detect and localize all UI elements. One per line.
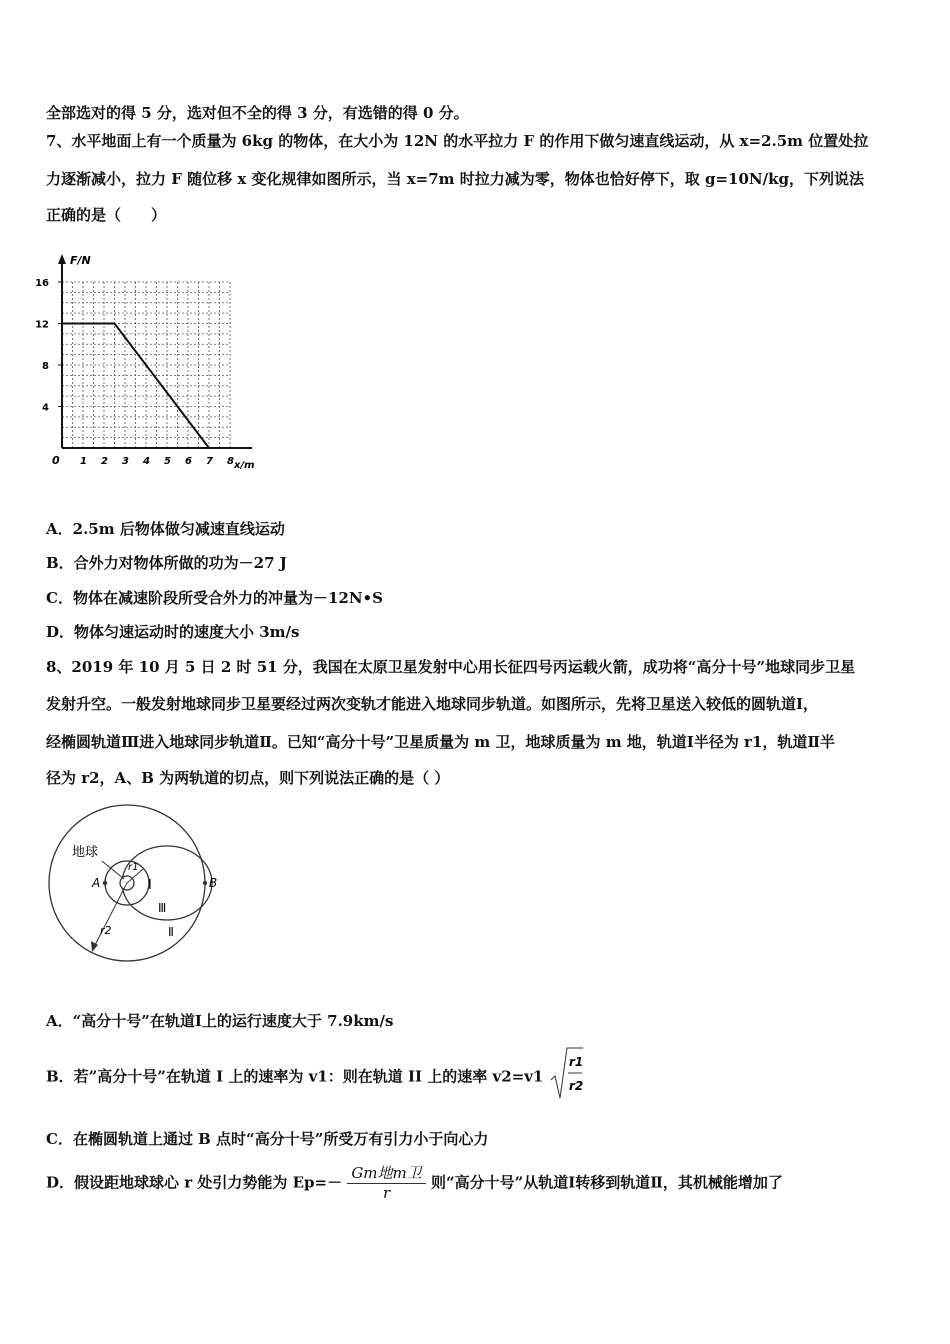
orbit-i-label: Ⅰ — [148, 878, 152, 893]
y-axis-arrow — [58, 254, 66, 264]
x-axis-label: x/m — [234, 460, 255, 471]
x-tick-label: 5 — [164, 456, 171, 467]
q8-option-b — [46, 1046, 583, 1106]
x-tick-label: 6 — [185, 456, 192, 467]
potential-energy-fraction — [347, 1162, 425, 1202]
x-tick-label: 7 — [206, 456, 213, 467]
sqrt-denominator: r2 — [568, 1079, 583, 1093]
q8-line-2: 发射升空。一般发射地球同步卫星要经过两次变轨才能进入地球同步轨道。如图所示，先将卫星送入较低的圆轨道Ⅰ， — [46, 695, 819, 713]
x-tick-label: 4 — [143, 456, 150, 467]
orbit-iii-label: Ⅲ — [158, 901, 167, 915]
q8-line-1: 8、2019 年 10 月 5 日 2 时 51 分，我国在太原卫星发射中心用长征四号丙运载火箭，成功将“高分十号”地球同步卫星 — [46, 658, 856, 676]
earth-label: 地球 — [72, 845, 99, 860]
q8-line-3: 经椭圆轨道Ⅲ进入地球同步轨道Ⅱ。已知“高分十号”卫星质量为 m 卫，地球质量为 m 地，轨道Ⅰ半径为 r1，轨道Ⅱ半 — [46, 733, 836, 751]
orbit-diagram — [44, 806, 244, 968]
q7-line-1: 7、水平地面上有一个质量为 6kg 的物体，在大小为 12N 的水平拉力 F 的作用下做匀速直线运动，从 x=2.5m 位置处拉 — [46, 132, 869, 150]
x-tick-label: 8 — [227, 456, 234, 467]
q8-option-d-post: 则“高分十号”从轨道Ⅰ转移到轨道Ⅱ，其机械能增加了 — [430, 1173, 783, 1192]
q7-line-2: 力逐渐减小，拉力 F 随位移 x 变化规律如图所示，当 x=7m 时拉力减为零，物体也恰好停下，取 g=10N/kg，下列说法 — [46, 170, 864, 188]
scoring-note: 全部选对的得 5 分，选对但不全的得 3 分，有选错的得 0 分。 — [46, 104, 469, 122]
y-axis-label: F/N — [70, 254, 91, 267]
x-tick-label: 3 — [122, 456, 129, 467]
sqrt-r1-over-r2 — [549, 1046, 583, 1106]
sqrt-numerator: r1 — [568, 1055, 583, 1069]
q7-option-b: B．合外力对物体所做的功为－27 J — [46, 554, 287, 572]
y-tick-label: 8 — [42, 361, 49, 372]
r1-label: r1 — [128, 862, 139, 873]
orbit-ii-label: Ⅱ — [168, 925, 174, 939]
sqrt-sign — [549, 1046, 583, 1102]
r2-label: r2 — [100, 924, 112, 937]
y-tick-label: 4 — [42, 402, 49, 414]
x-tick-label: 2 — [101, 456, 108, 467]
q8-option-c: C．在椭圆轨道上通过 B 点时“高分十号”所受万有引力小于向心力 — [46, 1130, 489, 1148]
q7-option-d: D．物体匀速运动时的速度大小 3m/s — [46, 623, 300, 641]
r2-arrow — [94, 883, 127, 947]
q8-option-b-text: B．若”高分十号”在轨道 I 上的速率为 v1：则在轨道 II 上的速率 v2=v1 — [46, 1067, 544, 1086]
point-b-label: B — [209, 876, 218, 890]
q8-option-d-pre: D．假设距地球球心 r 处引力势能为 Ep=－ — [46, 1173, 343, 1192]
q8-option-d — [46, 1162, 783, 1202]
point-a — [103, 881, 107, 885]
q8-option-a: A．“高分十号”在轨道Ⅰ上的运行速度大于 7.9km/s — [46, 1012, 394, 1030]
q7-option-c: C．物体在减速阶段所受合外力的冲量为－12N•S — [46, 589, 383, 607]
y-tick-label: 16 — [35, 278, 49, 289]
y-tick-label: 12 — [35, 319, 49, 331]
fraction-numerator: Gm地m卫 — [347, 1162, 425, 1184]
point-b — [203, 881, 207, 885]
orbit-iii — [122, 846, 212, 920]
x-tick-label: 1 — [80, 456, 87, 467]
q7-line-3: 正确的是（ ） — [46, 206, 167, 224]
origin-label: 0 — [52, 454, 60, 467]
earth-pointer — [102, 861, 124, 879]
point-a-label: A — [92, 876, 101, 890]
q8-line-4: 径为 r2，A、B 为两轨道的切点，则下列说法正确的是（ ） — [46, 769, 450, 787]
fraction-denominator: r — [382, 1184, 391, 1202]
force-displacement-chart — [35, 248, 280, 480]
r2-arrowhead — [91, 941, 98, 952]
q7-option-a: A．2.5m 后物体做匀减速直线运动 — [46, 520, 285, 538]
